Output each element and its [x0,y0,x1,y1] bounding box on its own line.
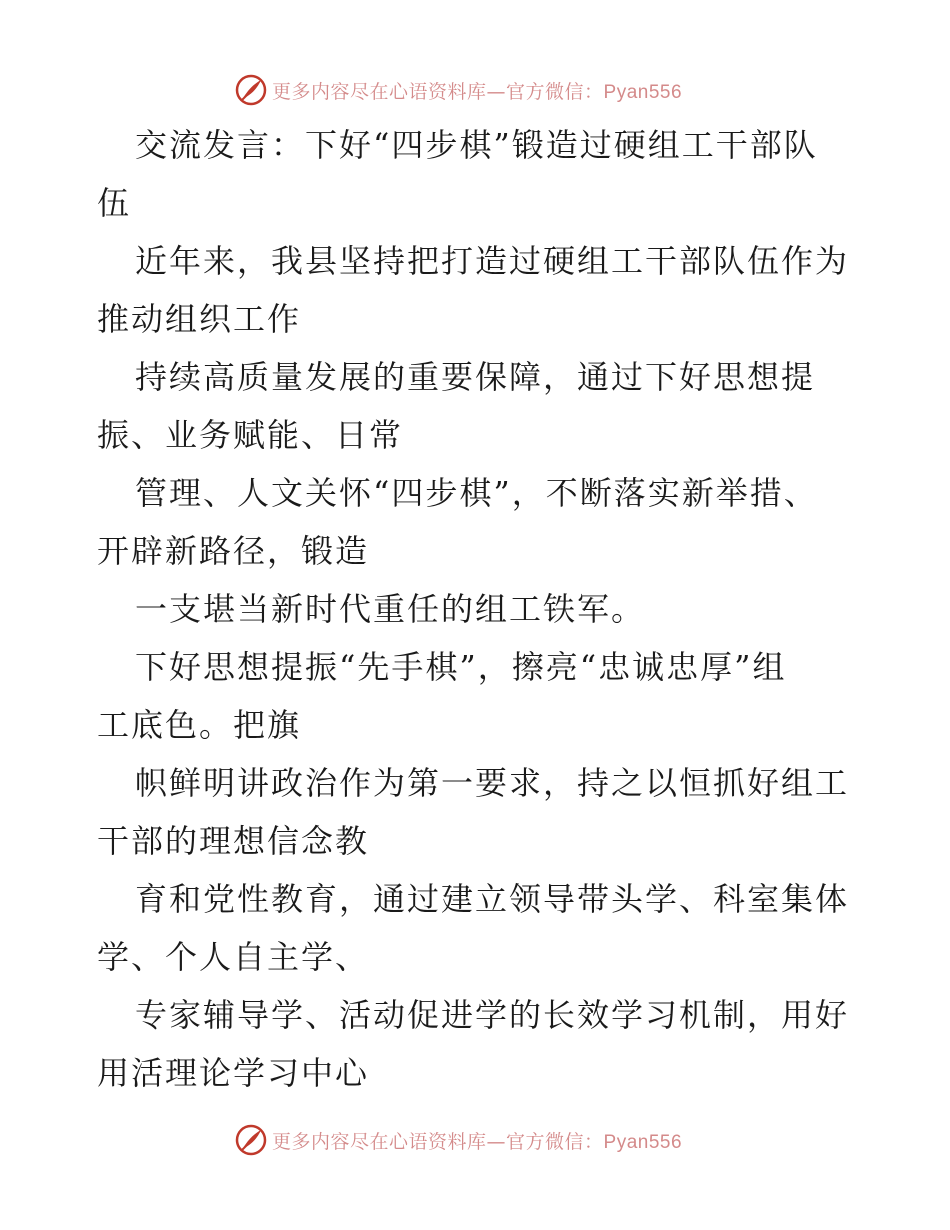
document-body [97,116,867,1102]
footer-watermark [234,1122,682,1158]
text-line: 近年来，我县坚持把打造过硬组工干部队伍作为 [135,242,850,280]
text-line: 持续高质量发展的重要保障，通过下好思想提 [135,358,816,396]
text-line: 交流发言：下好“四步棋”锻造过硬组工干部队 [135,126,818,164]
text-line: 学、个人自主学、 [97,938,370,976]
text-line: 伍 [97,184,132,222]
text-line: 振、业务赋能、日常 [97,416,404,454]
text-line: 育和党性教育，通过建立领导带头学、科室集体 [135,880,850,918]
text-line: 推动组织工作 [97,300,302,338]
header-watermark [234,72,682,108]
text-line: 一支堪当新时代重任的组工铁军。 [135,590,646,628]
quill-logo-icon [234,73,268,107]
watermark-text: 更多内容尽在心语资料库—官方微信：Pyan556 [272,80,683,103]
text-line: 干部的理想信念教 [97,822,370,860]
text-line: 帜鲜明讲政治作为第一要求，持之以恒抓好组工 [135,764,850,802]
text-line: 管理、人文关怀“四步棋”，不断落实新举措、 [135,474,818,512]
text-line: 工底色。把旗 [97,706,302,744]
watermark-id: Pyan556 [603,1131,683,1153]
text-line: 用活理论学习中心 [97,1054,370,1092]
watermark-text: 更多内容尽在心语资料库—官方微信：Pyan556 [272,1130,683,1153]
text-line: 专家辅导学、活动促进学的长效学习机制，用好 [135,996,850,1034]
quill-logo-icon [234,1123,268,1157]
text-line: 开辟新路径，锻造 [97,532,370,570]
watermark-id: Pyan556 [603,81,683,103]
text-line: 下好思想提振“先手棋”，擦亮“忠诚忠厚”组 [135,648,787,686]
